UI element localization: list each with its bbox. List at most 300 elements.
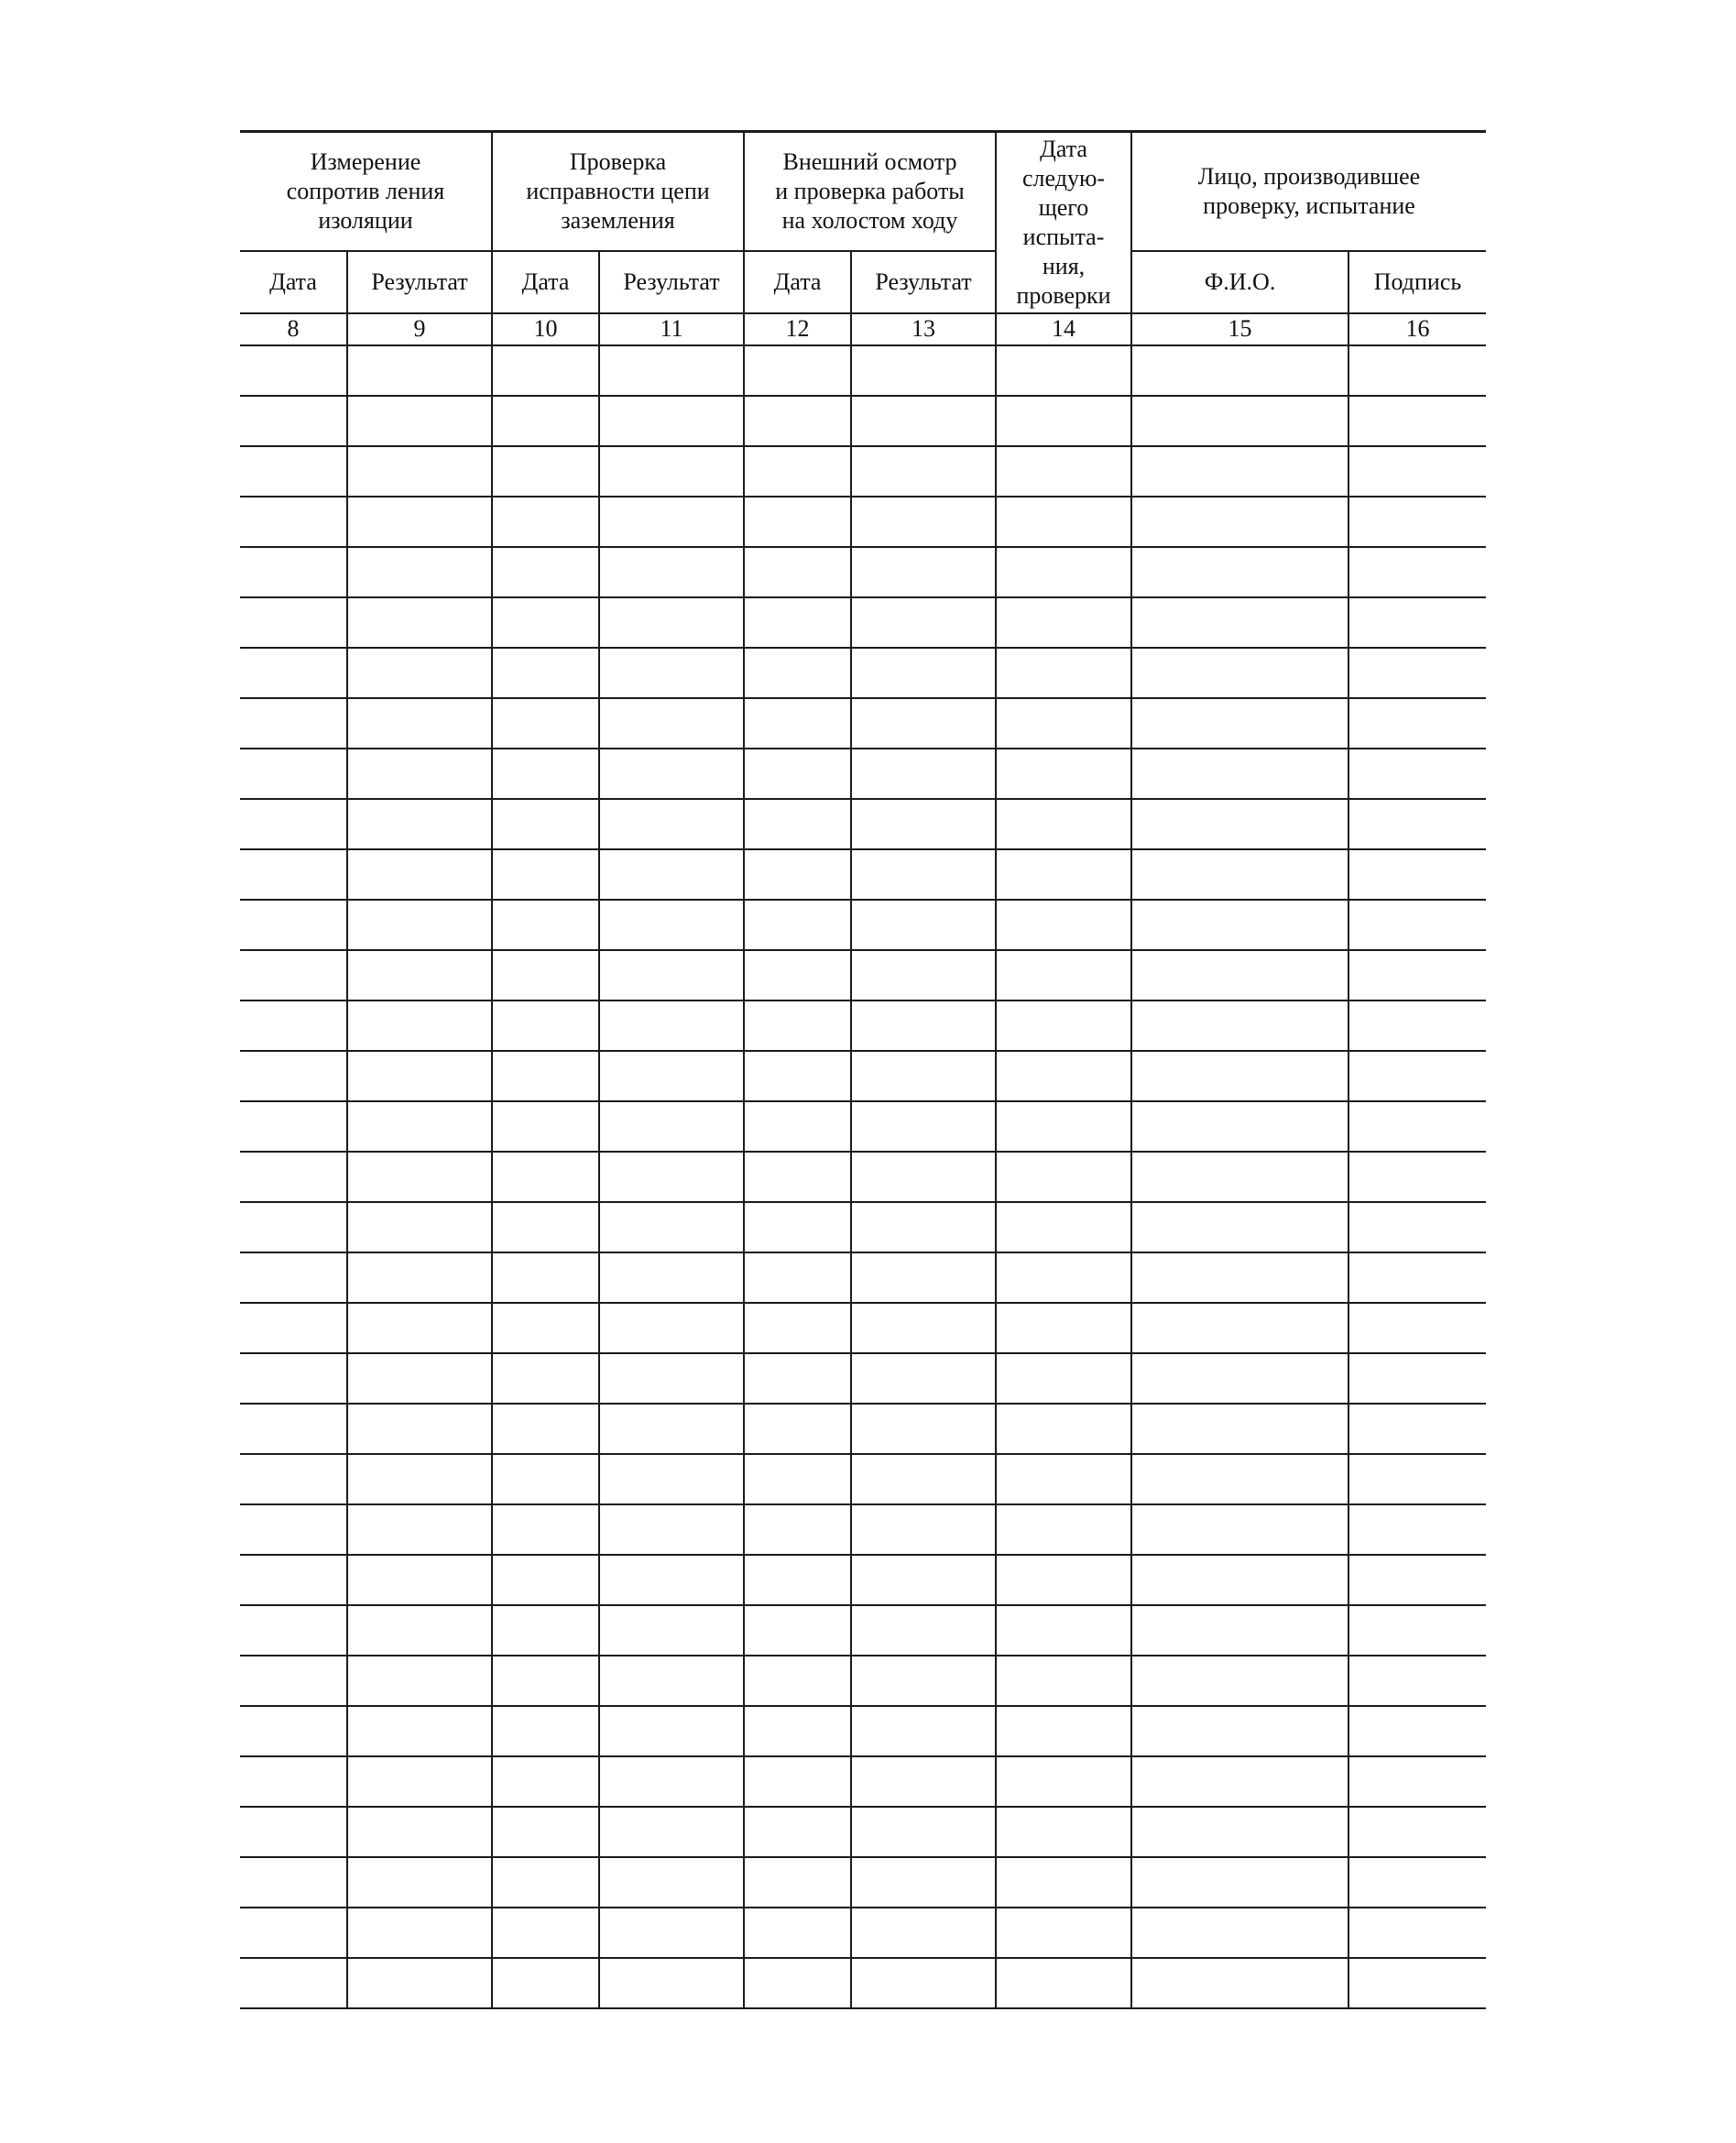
table-cell[interactable]: [1348, 698, 1486, 749]
table-cell[interactable]: [1348, 648, 1486, 698]
table-cell[interactable]: [492, 1504, 599, 1555]
table-cell[interactable]: [492, 648, 599, 698]
table-cell[interactable]: [996, 799, 1131, 849]
table-cell[interactable]: [744, 749, 851, 799]
table-cell[interactable]: [744, 1908, 851, 1958]
table-cell[interactable]: [347, 1252, 492, 1303]
table-cell[interactable]: [851, 547, 996, 597]
table-cell[interactable]: [240, 1454, 347, 1504]
table-cell[interactable]: [1131, 749, 1348, 799]
table-cell[interactable]: [240, 648, 347, 698]
table-cell[interactable]: [599, 446, 744, 497]
table-cell[interactable]: [492, 1353, 599, 1404]
table-cell[interactable]: [599, 1605, 744, 1656]
table-cell[interactable]: [492, 396, 599, 446]
table-cell[interactable]: [1131, 950, 1348, 1000]
table-cell[interactable]: [599, 1656, 744, 1706]
table-cell[interactable]: [599, 547, 744, 597]
table-cell[interactable]: [240, 799, 347, 849]
table-cell[interactable]: [996, 849, 1131, 900]
table-cell[interactable]: [347, 1303, 492, 1353]
table-cell[interactable]: [347, 950, 492, 1000]
table-cell[interactable]: [347, 1000, 492, 1051]
table-cell[interactable]: [851, 1454, 996, 1504]
table-cell[interactable]: [599, 1807, 744, 1857]
table-cell[interactable]: [492, 1857, 599, 1908]
table-cell[interactable]: [492, 345, 599, 396]
table-cell[interactable]: [240, 446, 347, 497]
table-cell[interactable]: [851, 1404, 996, 1454]
table-cell[interactable]: [996, 597, 1131, 648]
table-row: [240, 1656, 1486, 1706]
table-cell[interactable]: [996, 497, 1131, 547]
table-cell[interactable]: [240, 1756, 347, 1807]
table-cell[interactable]: [1131, 597, 1348, 648]
table-cell[interactable]: [851, 1555, 996, 1605]
table-cell[interactable]: [347, 1857, 492, 1908]
table-cell[interactable]: [851, 1303, 996, 1353]
table-cell[interactable]: [851, 1605, 996, 1656]
table-cell[interactable]: [744, 1504, 851, 1555]
table-cell[interactable]: [996, 547, 1131, 597]
table-cell[interactable]: [1131, 1656, 1348, 1706]
table-cell[interactable]: [347, 799, 492, 849]
table-cell[interactable]: [492, 1152, 599, 1202]
table-cell[interactable]: [240, 1152, 347, 1202]
table-cell[interactable]: [1131, 1504, 1348, 1555]
table-cell[interactable]: [1131, 1807, 1348, 1857]
table-cell[interactable]: [347, 345, 492, 396]
table-cell[interactable]: [996, 648, 1131, 698]
table-cell[interactable]: [996, 950, 1131, 1000]
table-cell[interactable]: [744, 1454, 851, 1504]
table-cell[interactable]: [996, 345, 1131, 396]
table-cell[interactable]: [851, 1101, 996, 1152]
table-cell[interactable]: [347, 1958, 492, 2008]
table-cell[interactable]: [744, 597, 851, 648]
table-cell[interactable]: [1348, 950, 1486, 1000]
table-cell[interactable]: [347, 1807, 492, 1857]
table-cell[interactable]: [996, 1252, 1131, 1303]
table-cell[interactable]: [240, 900, 347, 950]
table-cell[interactable]: [744, 1303, 851, 1353]
table-cell[interactable]: [599, 1252, 744, 1303]
table-cell[interactable]: [492, 698, 599, 749]
table-cell[interactable]: [744, 1252, 851, 1303]
table-cell[interactable]: [996, 1807, 1131, 1857]
table-cell[interactable]: [492, 1756, 599, 1807]
table-cell[interactable]: [347, 1152, 492, 1202]
table-cell[interactable]: [1131, 1404, 1348, 1454]
table-cell[interactable]: [744, 1605, 851, 1656]
table-cell[interactable]: [347, 597, 492, 648]
table-cell[interactable]: [1131, 396, 1348, 446]
table-cell[interactable]: [599, 900, 744, 950]
table-cell[interactable]: [240, 497, 347, 547]
table-cell[interactable]: [996, 1051, 1131, 1101]
table-cell[interactable]: [744, 396, 851, 446]
table-cell[interactable]: [1131, 1756, 1348, 1807]
table-cell[interactable]: [996, 749, 1131, 799]
table-cell[interactable]: [1131, 547, 1348, 597]
table-cell[interactable]: [851, 1857, 996, 1908]
table-cell[interactable]: [996, 446, 1131, 497]
table-cell[interactable]: [347, 547, 492, 597]
table-cell[interactable]: [851, 396, 996, 446]
table-cell[interactable]: [492, 1605, 599, 1656]
table-cell[interactable]: [744, 1857, 851, 1908]
table-cell[interactable]: [240, 1706, 347, 1756]
table-cell[interactable]: [347, 1756, 492, 1807]
table-cell[interactable]: [347, 1605, 492, 1656]
table-cell[interactable]: [996, 1202, 1131, 1252]
table-cell[interactable]: [1348, 1958, 1486, 2008]
table-cell[interactable]: [744, 1756, 851, 1807]
table-cell[interactable]: [851, 1908, 996, 1958]
table-cell[interactable]: [1131, 698, 1348, 749]
table-cell[interactable]: [240, 396, 347, 446]
table-cell[interactable]: [1348, 1706, 1486, 1756]
table-cell[interactable]: [347, 1202, 492, 1252]
table-cell[interactable]: [492, 900, 599, 950]
table-cell[interactable]: [744, 446, 851, 497]
table-cell[interactable]: [1348, 1202, 1486, 1252]
table-cell[interactable]: [851, 1706, 996, 1756]
table-cell[interactable]: [492, 1706, 599, 1756]
table-cell[interactable]: [492, 950, 599, 1000]
table-cell[interactable]: [851, 1656, 996, 1706]
table-cell[interactable]: [744, 849, 851, 900]
table-cell[interactable]: [347, 1353, 492, 1404]
table-cell[interactable]: [240, 1656, 347, 1706]
table-cell[interactable]: [1348, 1152, 1486, 1202]
table-cell[interactable]: [347, 497, 492, 547]
table-cell[interactable]: [996, 1656, 1131, 1706]
table-cell[interactable]: [1348, 547, 1486, 597]
table-cell[interactable]: [851, 849, 996, 900]
table-cell[interactable]: [240, 749, 347, 799]
table-cell[interactable]: [851, 345, 996, 396]
table-cell[interactable]: [1348, 1857, 1486, 1908]
table-cell[interactable]: [492, 497, 599, 547]
column-number: 12: [744, 313, 851, 345]
table-cell[interactable]: [1131, 849, 1348, 900]
table-cell[interactable]: [851, 1000, 996, 1051]
table-cell[interactable]: [599, 1101, 744, 1152]
table-cell[interactable]: [1131, 1958, 1348, 2008]
table-cell[interactable]: [492, 1202, 599, 1252]
table-cell[interactable]: [599, 345, 744, 396]
table-cell[interactable]: [744, 1000, 851, 1051]
table-cell[interactable]: [851, 1504, 996, 1555]
table-cell[interactable]: [492, 1555, 599, 1605]
table-cell[interactable]: [996, 1454, 1131, 1504]
table-cell[interactable]: [599, 1202, 744, 1252]
table-cell[interactable]: [1131, 1051, 1348, 1101]
table-cell[interactable]: [240, 1504, 347, 1555]
table-cell[interactable]: [240, 1252, 347, 1303]
table-cell[interactable]: [599, 950, 744, 1000]
table-cell[interactable]: [1131, 1706, 1348, 1756]
table-cell[interactable]: [744, 1202, 851, 1252]
table-cell[interactable]: [347, 849, 492, 900]
table-cell[interactable]: [851, 900, 996, 950]
table-cell[interactable]: [1348, 446, 1486, 497]
table-cell[interactable]: [996, 1404, 1131, 1454]
table-cell[interactable]: [599, 698, 744, 749]
table-cell[interactable]: [996, 698, 1131, 749]
table-cell[interactable]: [996, 1303, 1131, 1353]
table-cell[interactable]: [1348, 1656, 1486, 1706]
table-cell[interactable]: [744, 1656, 851, 1706]
table-cell[interactable]: [744, 799, 851, 849]
table-cell[interactable]: [744, 547, 851, 597]
table-cell[interactable]: [744, 950, 851, 1000]
table-cell[interactable]: [744, 1555, 851, 1605]
table-cell[interactable]: [240, 1303, 347, 1353]
table-cell[interactable]: [1348, 849, 1486, 900]
table-cell[interactable]: [240, 1908, 347, 1958]
table-cell[interactable]: [347, 1908, 492, 1958]
table-cell[interactable]: [996, 1706, 1131, 1756]
table-cell[interactable]: [851, 1051, 996, 1101]
table-cell[interactable]: [347, 1101, 492, 1152]
table-cell[interactable]: [492, 1656, 599, 1706]
table-cell[interactable]: [744, 1051, 851, 1101]
table-cell[interactable]: [240, 1404, 347, 1454]
table-cell[interactable]: [599, 799, 744, 849]
table-cell[interactable]: [1348, 1908, 1486, 1958]
table-cell[interactable]: [599, 1555, 744, 1605]
table-cell[interactable]: [1348, 1000, 1486, 1051]
table-cell[interactable]: [744, 1353, 851, 1404]
table-cell[interactable]: [744, 900, 851, 950]
table-cell[interactable]: [1131, 799, 1348, 849]
table-cell[interactable]: [492, 1252, 599, 1303]
table-cell[interactable]: [492, 1404, 599, 1454]
table-cell[interactable]: [347, 900, 492, 950]
table-cell[interactable]: [240, 1202, 347, 1252]
table-cell[interactable]: [599, 1857, 744, 1908]
table-cell[interactable]: [1348, 1555, 1486, 1605]
table-cell[interactable]: [492, 1807, 599, 1857]
table-cell[interactable]: [492, 799, 599, 849]
table-cell[interactable]: [240, 849, 347, 900]
table-cell[interactable]: [1348, 1051, 1486, 1101]
table-cell[interactable]: [599, 749, 744, 799]
table-cell[interactable]: [744, 698, 851, 749]
table-cell[interactable]: [1348, 1353, 1486, 1404]
table-cell[interactable]: [599, 1756, 744, 1807]
table-cell[interactable]: [851, 1152, 996, 1202]
table-cell[interactable]: [347, 648, 492, 698]
table-cell[interactable]: [1131, 1000, 1348, 1051]
table-cell[interactable]: [240, 1353, 347, 1404]
table-cell[interactable]: [1131, 1605, 1348, 1656]
table-cell[interactable]: [1348, 597, 1486, 648]
table-cell[interactable]: [1348, 345, 1486, 396]
table-cell[interactable]: [744, 1101, 851, 1152]
table-cell[interactable]: [1348, 1252, 1486, 1303]
table-cell[interactable]: [492, 1303, 599, 1353]
table-cell[interactable]: [996, 900, 1131, 950]
table-cell[interactable]: [1131, 1202, 1348, 1252]
table-cell[interactable]: [599, 1000, 744, 1051]
table-cell[interactable]: [347, 1555, 492, 1605]
table-cell[interactable]: [599, 1404, 744, 1454]
table-cell[interactable]: [1348, 900, 1486, 950]
table-cell[interactable]: [240, 1051, 347, 1101]
table-cell[interactable]: [492, 1051, 599, 1101]
table-cell[interactable]: [599, 648, 744, 698]
table-cell[interactable]: [1131, 1152, 1348, 1202]
table-cell[interactable]: [744, 1404, 851, 1454]
table-cell[interactable]: [240, 597, 347, 648]
table-cell[interactable]: [996, 1756, 1131, 1807]
table-cell[interactable]: [240, 1000, 347, 1051]
table-cell[interactable]: [744, 648, 851, 698]
table-cell[interactable]: [996, 1605, 1131, 1656]
table-cell[interactable]: [599, 1706, 744, 1756]
table-cell[interactable]: [996, 1101, 1131, 1152]
table-cell[interactable]: [1348, 396, 1486, 446]
table-cell[interactable]: [744, 1807, 851, 1857]
table-cell[interactable]: [1348, 749, 1486, 799]
table-cell[interactable]: [851, 597, 996, 648]
table-cell[interactable]: [1348, 497, 1486, 547]
table-cell[interactable]: [599, 1353, 744, 1404]
table-cell[interactable]: [599, 497, 744, 547]
table-cell[interactable]: [1131, 648, 1348, 698]
table-cell[interactable]: [599, 396, 744, 446]
table-cell[interactable]: [240, 345, 347, 396]
table-cell[interactable]: [851, 1202, 996, 1252]
table-cell[interactable]: [240, 1605, 347, 1656]
table-cell[interactable]: [347, 749, 492, 799]
table-cell[interactable]: [1131, 1908, 1348, 1958]
table-cell[interactable]: [996, 1958, 1131, 2008]
table-cell[interactable]: [996, 1555, 1131, 1605]
table-cell[interactable]: [599, 1958, 744, 2008]
table-cell[interactable]: [851, 497, 996, 547]
table-cell[interactable]: [851, 1807, 996, 1857]
table-cell[interactable]: [1131, 900, 1348, 950]
table-cell[interactable]: [1348, 1454, 1486, 1504]
table-cell[interactable]: [1131, 1101, 1348, 1152]
table-cell[interactable]: [851, 698, 996, 749]
table-cell[interactable]: [1348, 1101, 1486, 1152]
table-cell[interactable]: [492, 749, 599, 799]
table-cell[interactable]: [1131, 497, 1348, 547]
table-cell[interactable]: [599, 597, 744, 648]
table-cell[interactable]: [1348, 1605, 1486, 1656]
table-cell[interactable]: [851, 446, 996, 497]
table-cell[interactable]: [996, 1353, 1131, 1404]
table-cell[interactable]: [492, 1908, 599, 1958]
table-cell[interactable]: [240, 1101, 347, 1152]
table-cell[interactable]: [347, 1454, 492, 1504]
table-cell[interactable]: [996, 1857, 1131, 1908]
table-cell[interactable]: [599, 1152, 744, 1202]
table-cell[interactable]: [744, 1706, 851, 1756]
table-cell[interactable]: [1348, 1756, 1486, 1807]
table-cell[interactable]: [996, 1152, 1131, 1202]
table-cell[interactable]: [996, 1000, 1131, 1051]
table-cell[interactable]: [240, 1958, 347, 2008]
table-cell[interactable]: [492, 849, 599, 900]
table-cell[interactable]: [1131, 1353, 1348, 1404]
table-cell[interactable]: [347, 1404, 492, 1454]
table-cell[interactable]: [240, 1857, 347, 1908]
table-cell[interactable]: [1131, 1252, 1348, 1303]
table-cell[interactable]: [599, 1908, 744, 1958]
table-cell[interactable]: [996, 396, 1131, 446]
table-cell[interactable]: [492, 1101, 599, 1152]
table-cell[interactable]: [851, 648, 996, 698]
table-cell[interactable]: [851, 1958, 996, 2008]
table-cell[interactable]: [1348, 1807, 1486, 1857]
table-cell[interactable]: [1348, 1504, 1486, 1555]
table-cell[interactable]: [851, 799, 996, 849]
table-cell[interactable]: [1131, 1303, 1348, 1353]
table-cell[interactable]: [599, 1303, 744, 1353]
table-cell[interactable]: [996, 1908, 1131, 1958]
table-cell[interactable]: [492, 547, 599, 597]
table-cell[interactable]: [851, 749, 996, 799]
table-cell[interactable]: [347, 1706, 492, 1756]
table-cell[interactable]: [744, 1958, 851, 2008]
table-cell[interactable]: [1348, 1404, 1486, 1454]
table-cell[interactable]: [347, 1051, 492, 1101]
table-cell[interactable]: [492, 597, 599, 648]
table-cell[interactable]: [347, 446, 492, 497]
table-cell[interactable]: [744, 345, 851, 396]
column-number: 9: [347, 313, 492, 345]
table-cell[interactable]: [599, 1504, 744, 1555]
table-cell[interactable]: [1348, 1303, 1486, 1353]
table-cell[interactable]: [240, 1807, 347, 1857]
table-cell[interactable]: [851, 1756, 996, 1807]
table-cell[interactable]: [347, 1504, 492, 1555]
table-cell[interactable]: [347, 396, 492, 446]
table-cell[interactable]: [599, 849, 744, 900]
table-cell[interactable]: [1131, 446, 1348, 497]
table-cell[interactable]: [492, 1454, 599, 1504]
table-cell[interactable]: [744, 1152, 851, 1202]
table-cell[interactable]: [240, 950, 347, 1000]
table-cell[interactable]: [492, 1958, 599, 2008]
table-cell[interactable]: [240, 547, 347, 597]
table-cell[interactable]: [599, 1454, 744, 1504]
table-cell[interactable]: [240, 698, 347, 749]
table-cell[interactable]: [1131, 1555, 1348, 1605]
table-cell[interactable]: [1348, 799, 1486, 849]
table-cell[interactable]: [851, 1353, 996, 1404]
table-cell[interactable]: [744, 497, 851, 547]
table-cell[interactable]: [492, 1000, 599, 1051]
table-cell[interactable]: [1131, 345, 1348, 396]
table-cell[interactable]: [1131, 1857, 1348, 1908]
table-cell[interactable]: [851, 950, 996, 1000]
table-cell[interactable]: [1131, 1454, 1348, 1504]
table-cell[interactable]: [347, 1656, 492, 1706]
table-cell[interactable]: [347, 698, 492, 749]
table-cell[interactable]: [492, 446, 599, 497]
table-cell[interactable]: [240, 1555, 347, 1605]
table-cell[interactable]: [599, 1051, 744, 1101]
table-cell[interactable]: [996, 1504, 1131, 1555]
table-cell[interactable]: [851, 1252, 996, 1303]
